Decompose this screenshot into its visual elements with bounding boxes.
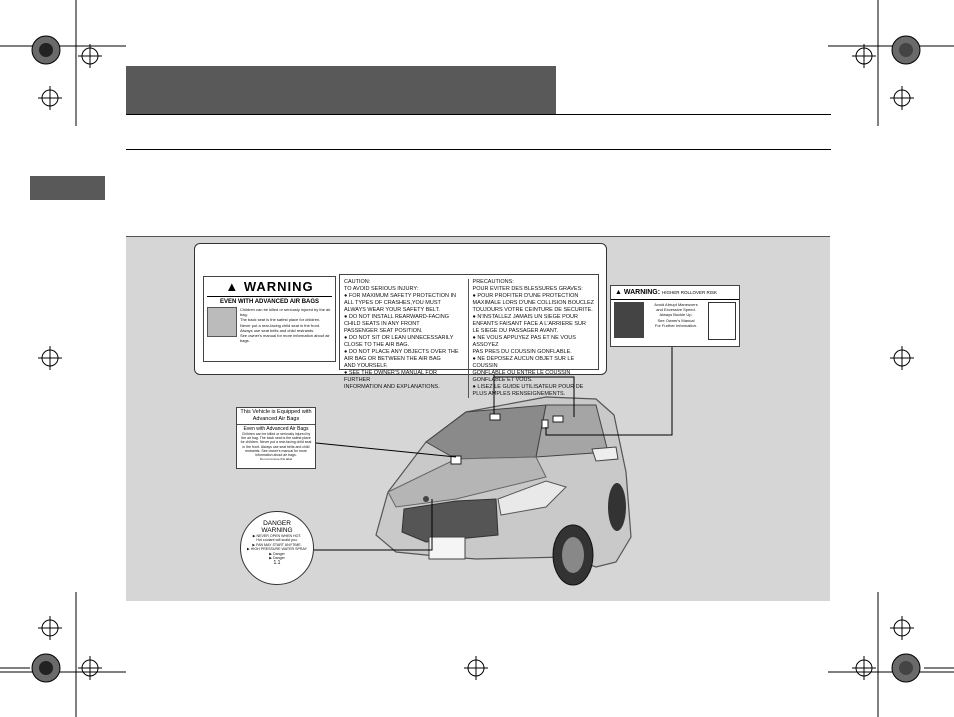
precautions-title: PRECAUTIONS: <box>472 279 514 285</box>
warning-sublabel <box>203 276 336 362</box>
bullet-item: The back seat is the safest place for children. <box>240 317 321 323</box>
bullet-item: Children can be killed or seriously injured by the air bag. <box>240 307 331 318</box>
danger-line: ▶ Danger <box>269 556 285 561</box>
rollover-line: and Excessive Speed. <box>656 307 696 313</box>
danger-line: ▶ FAN MAY START ANYTIME. <box>252 542 302 547</box>
rollover-line: See Owner's Manual <box>657 317 695 323</box>
airbag-label-title: This Vehicle is Equipped with Advanced Air Bags <box>237 408 315 425</box>
danger-line: Hot coolant will scald you. <box>256 538 298 543</box>
airbag-label-body: Children can be killed or seriously injured by the air bag. The back seat is the safest place for children. Never put a rear-facing child seat in the front. Always use seat belts and child restraints. See owner's manual for more information about air bags. <box>240 432 312 458</box>
bullet-item: See owner's manual for more information about air bags. <box>240 333 330 344</box>
airbag-label <box>236 407 316 469</box>
rollover-line: Avoid Abrupt Maneuvers <box>654 302 698 307</box>
danger-lines <box>241 534 313 560</box>
danger-radiator-label <box>240 511 314 585</box>
rollover-icon <box>614 302 644 338</box>
warning-bullets <box>240 307 332 343</box>
car-icon <box>376 397 631 585</box>
danger-subtitle: WARNING <box>261 527 293 534</box>
warning-heading: ▲ WARNING <box>225 279 314 294</box>
airbag-label-subtitle: Even with Advanced Air Bags <box>243 426 309 432</box>
child-seat-icon <box>207 307 237 337</box>
danger-title: DANGER <box>263 520 291 527</box>
warning-heading-text: WARNING <box>243 279 314 294</box>
airbag-label-footer: Do not remove this label <box>259 457 293 462</box>
seatbelt-icon <box>708 302 736 340</box>
rollover-heading: WARNING: <box>623 289 661 296</box>
rollover-line: Always Buckle Up. <box>659 312 693 318</box>
caution-text: TO AVOID SERIOUS INJURY: ● FOR MAXIMUM SAFETY PROTECTION IN ALL TYPES OF CRASHES,YOU MUST ALWAYS WEAR YOUR SAFETY BELT. ● DO NOT INSTALL REARWARD-FACING CHILD SEATS IN ANY FRONT PASSENGER SEAT POSITION. ● DO NOT SIT OR LEAN UNNECESSARILY CLOSE TO THE AIR BAG. ● DO NOT PLACE ANY OBJECTS OVER THE AIR BAG OR BETWEEN THE AIR BAG AND YOURSELF. ● SEE THE OWNER'S MANUAL FOR FURTHER INFORMATION AND EXPLANATIONS. <box>344 286 459 390</box>
danger-line: ▶ HIGH PRESSURE WATER SPRAY <box>246 547 307 552</box>
warning-subheading: EVEN WITH ADVANCED AIR BAGS <box>219 299 320 305</box>
danger-footer: 1.1 <box>273 560 281 567</box>
illustration-panel <box>126 236 830 601</box>
rollover-subheading: HIGHER ROLLOVER RISK <box>662 290 718 295</box>
rollover-warning-label: ▲ WARNING: HIGHER ROLLOVER RISK Avoid Abrupt Maneuvers and Excessive Speed. Always Buckle Up. See Owner's Manual For Further Information. <box>610 285 740 347</box>
bullet-item: Never put a rear-facing child seat in the front. <box>240 322 321 328</box>
rollover-lines <box>647 302 705 340</box>
rollover-line: For Further Information. <box>654 322 698 328</box>
caution-panel <box>339 274 599 397</box>
caution-title: CAUTION: <box>344 279 371 285</box>
main-warning-label <box>194 243 607 397</box>
danger-line: ▶ Danger <box>269 551 285 556</box>
bullet-item: Always use seat belts and child restraints. <box>240 327 315 333</box>
danger-line: ▶ NEVER OPEN WHEN HOT. <box>252 534 302 538</box>
precautions-text: POUR EVITER DES BLESSURES GRAVES: ● POUR PROFITER D'UNE PROTECTION MAXIMALE LORS D'UNE COLLISION BOUCLEZ TOUJOURS VOTRE CEINTURE DE SECURITE. ● N'INSTALLEZ JAMAIS UN SIEGE POUR ENFANTS FAISANT FACE A L'ARRIERE SUR LE SIEGE DU PASSAGER AVANT. ● NE VOUS APPUYEZ PAS ET NE VOUS ASSOYEZ PAS PRES DU COUSSIN GONFLABLE. ● NE DEPOSEZ AUCUN OBJET SUR LE COUSSIN GONFLABLE OU ENTRE LE COUSSIN GONFLABLE ET VOUS. ● LISEZ LE GUIDE UTILISATEUR POUR DE PLUS AMPLES RENSEIGNEMENTS. <box>472 286 594 397</box>
